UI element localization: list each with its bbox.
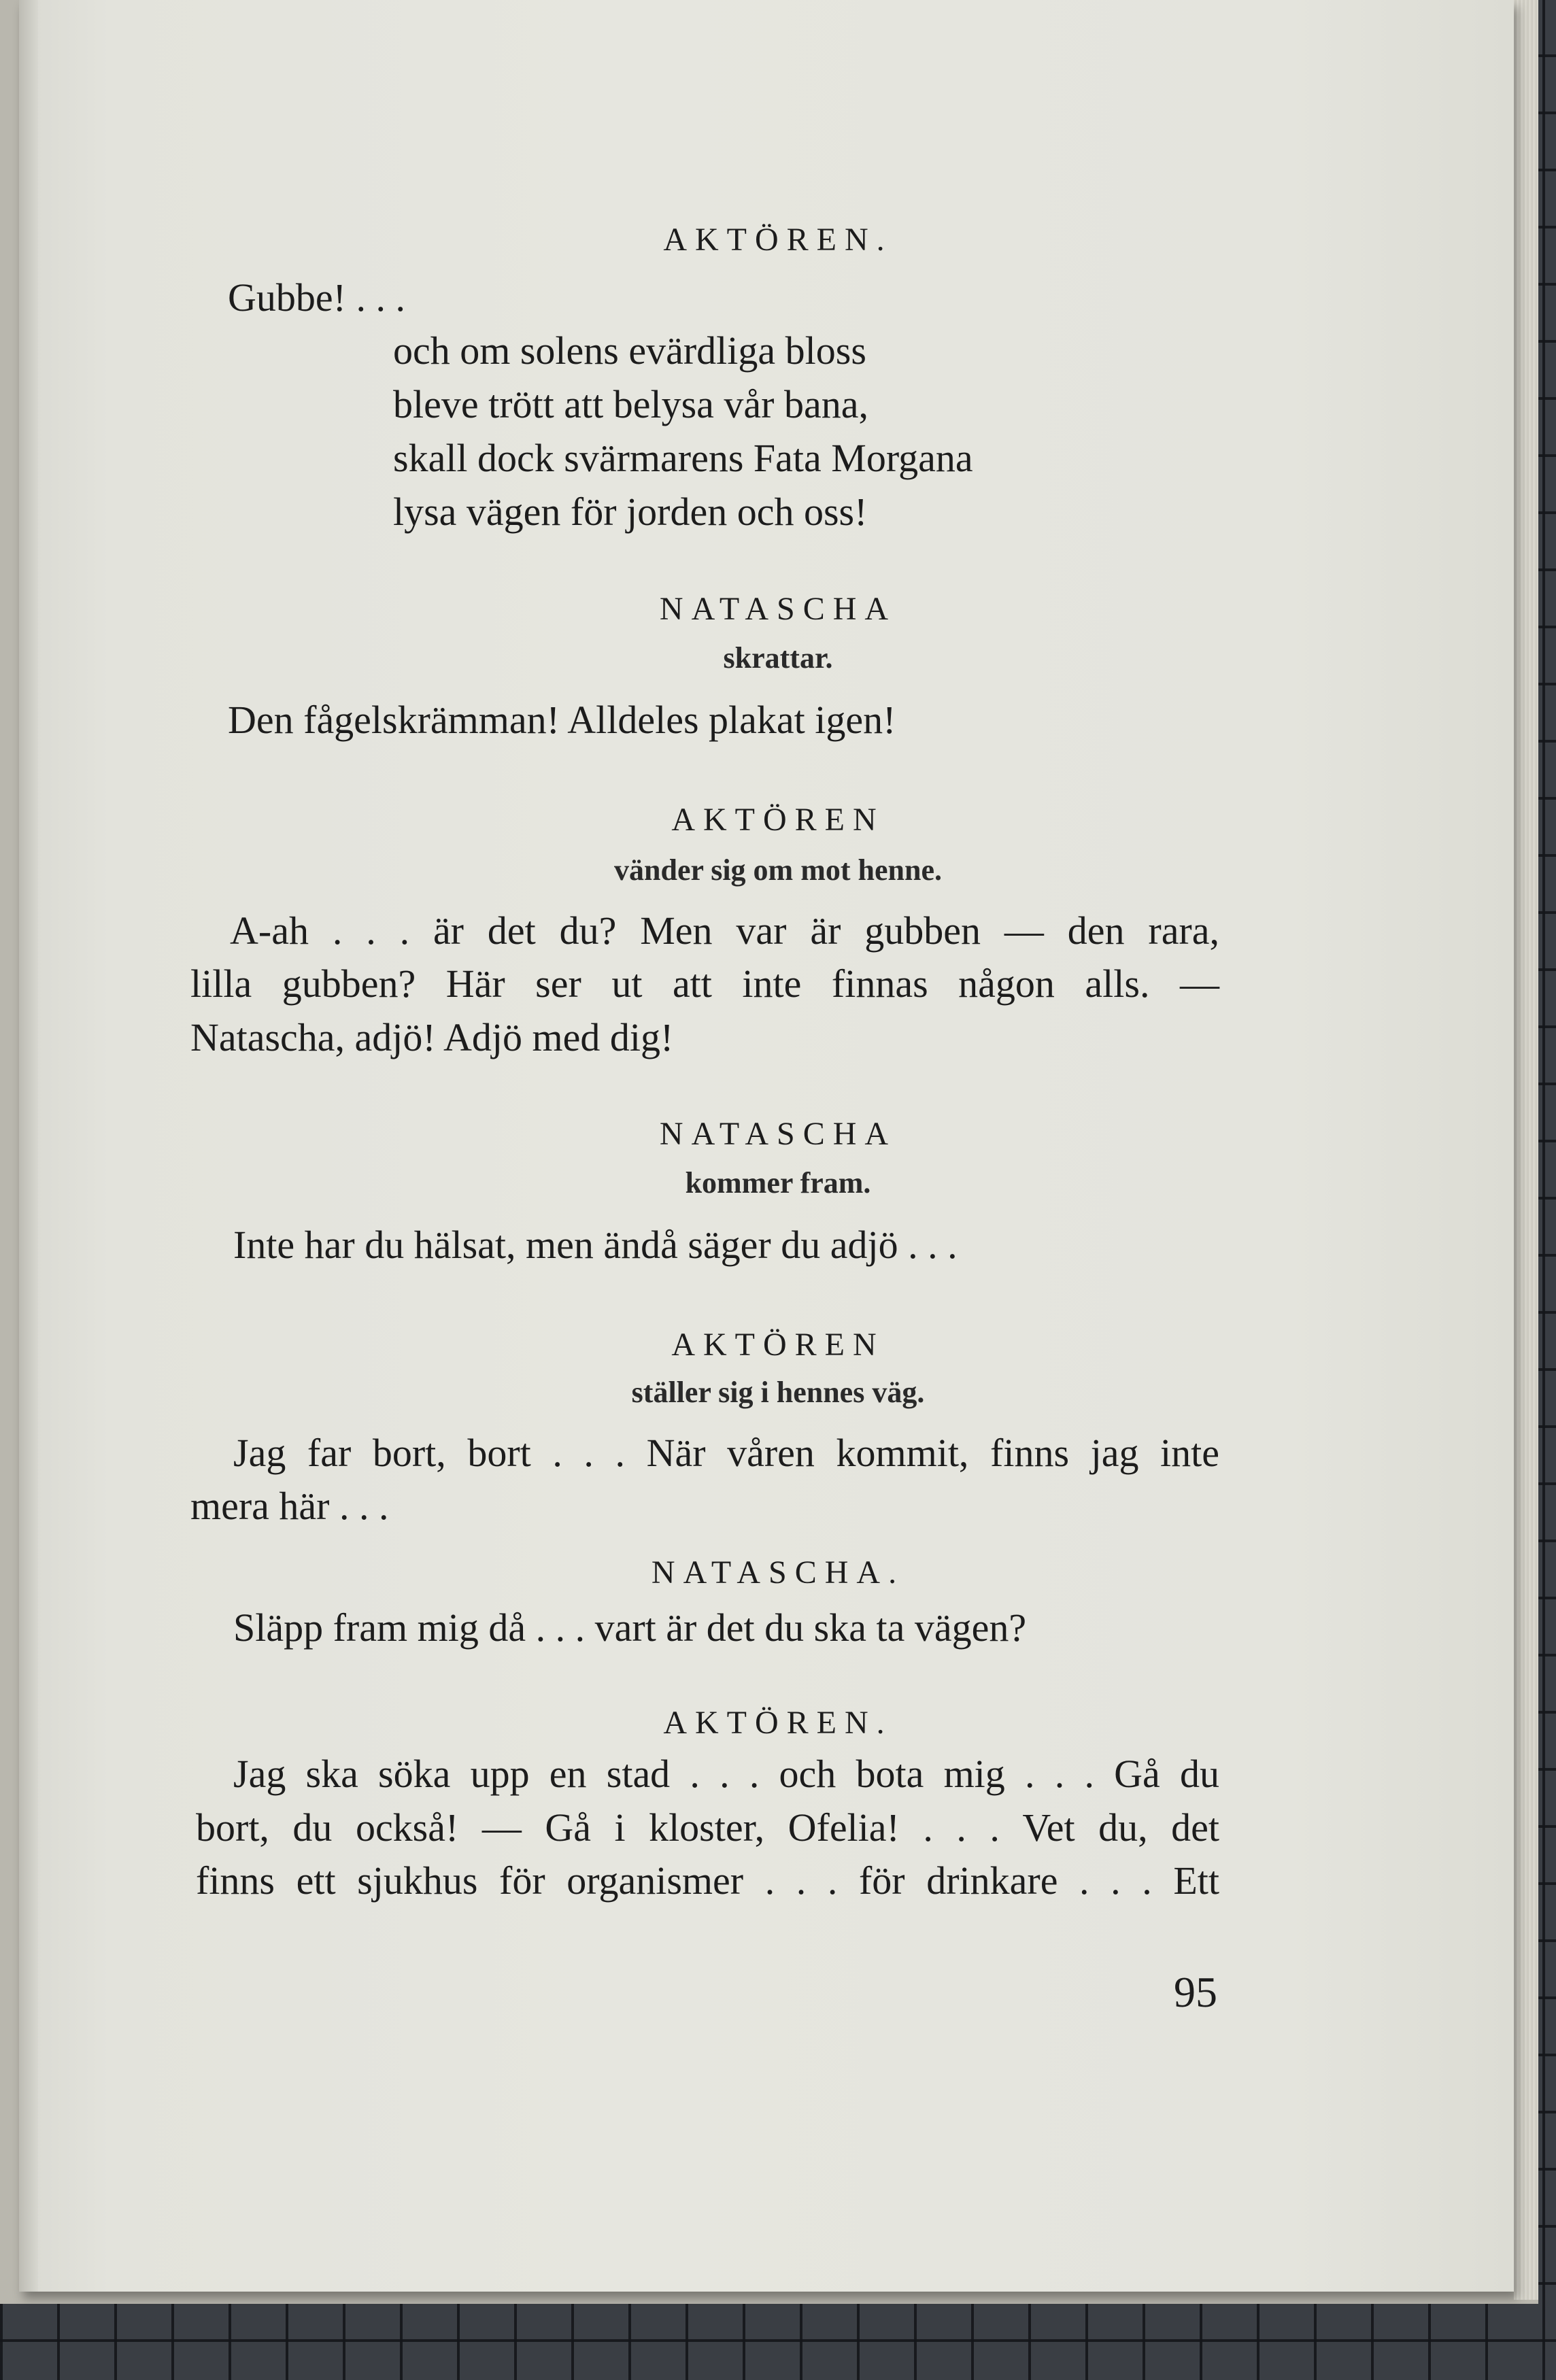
dialogue-line: finns ett sjukhus för organismer . . . för drinkare . . . Ett — [196, 1858, 1219, 1903]
speaker-aktoren: AKTÖREN. — [663, 222, 893, 258]
dialogue-line: Den fågelskrämman! Alldeles plakat igen! — [228, 698, 896, 742]
verse-line: och om solens evärdliga bloss — [393, 328, 866, 373]
dialogue-line: Jag ska söka upp en stad . . . och bota mig . . . Gå du — [233, 1752, 1219, 1796]
speaker-aktoren: AKTÖREN — [671, 802, 885, 838]
speaker-natascha: NATASCHA. — [651, 1554, 905, 1591]
verse-line: lysa vägen för jorden och oss! — [393, 490, 868, 534]
dialogue-line: Gubbe! . . . — [228, 275, 405, 320]
verse-line: skall dock svärmarens Fata Morgana — [393, 436, 973, 480]
dialogue-line: Släpp fram mig då . . . vart är det du ska ta vägen? — [233, 1605, 1027, 1650]
stage-direction: kommer fram. — [685, 1166, 871, 1200]
stage-direction: vänder sig om mot henne. — [614, 853, 942, 887]
dialogue-line: lilla gubben? Här ser ut att inte finnas någon alls. — — [190, 962, 1219, 1006]
speaker-natascha: NATASCHA — [659, 1116, 897, 1152]
speaker-aktoren: AKTÖREN — [671, 1327, 885, 1363]
speaker-aktoren: AKTÖREN. — [663, 1705, 893, 1741]
dialogue-line: A-ah . . . är det du? Men var är gubben — den rara, — [230, 908, 1219, 953]
speaker-natascha: NATASCHA — [659, 591, 897, 627]
dialogue-line: Jag far bort, bort . . . När våren kommit, finns jag inte — [233, 1431, 1219, 1475]
verse-line: bleve trött att belysa vår bana, — [393, 382, 868, 426]
dialogue-line: bort, du också! — Gå i kloster, Ofelia! . . . Vet du, det — [196, 1805, 1219, 1850]
page-number: 95 — [1174, 1968, 1217, 2016]
dialogue-line: Inte har du hälsat, men ändå säger du adjö . . . — [233, 1223, 958, 1267]
dialogue-line: mera här . . . — [190, 1484, 389, 1528]
dialogue-line: Natascha, adjö! Adjö med dig! — [190, 1015, 674, 1059]
stage-direction: ställer sig i hennes väg. — [631, 1376, 925, 1409]
stage-direction: skrattar. — [723, 641, 833, 675]
